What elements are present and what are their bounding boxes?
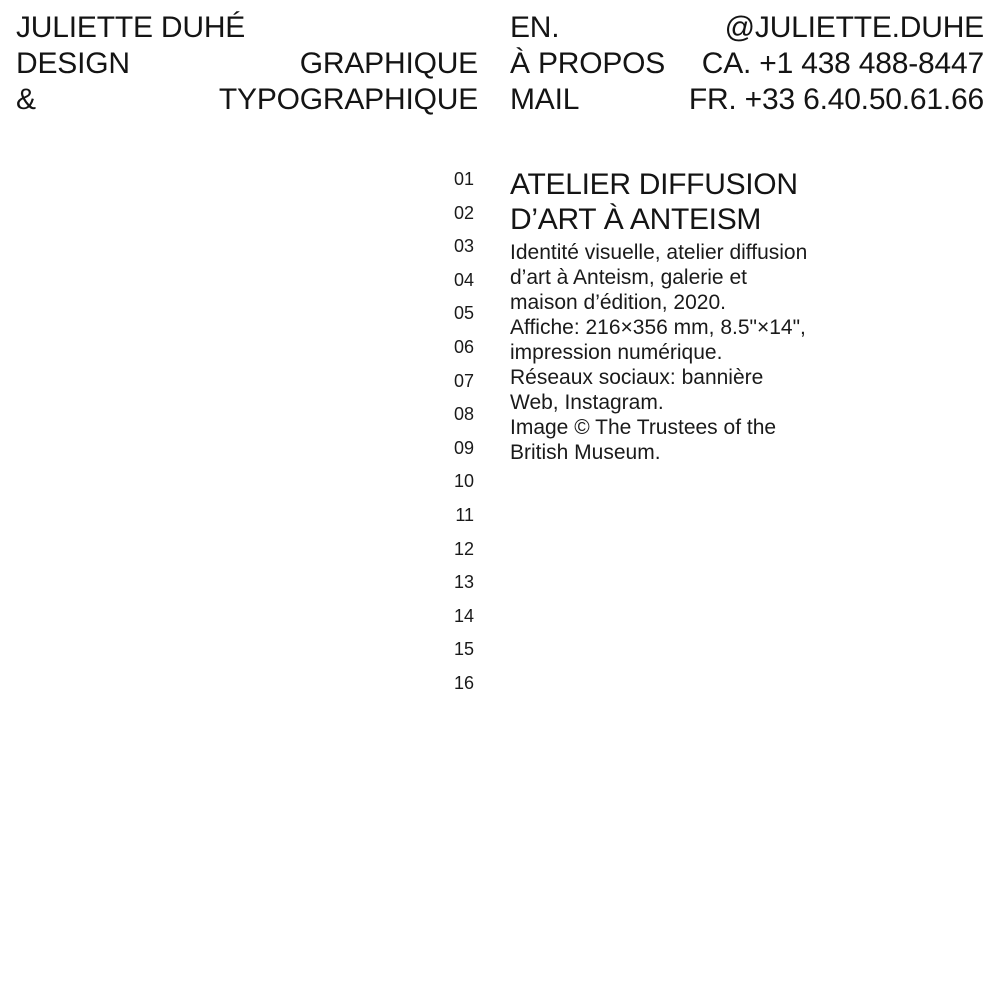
contact-info [689, 10, 984, 118]
tagline-graphique: GRAPHIQUE [299, 47, 478, 80]
project-index-item[interactable]: 11 [455, 504, 474, 525]
project-index-item[interactable]: 15 [453, 639, 474, 660]
project-title-line: D’ART À ANTEISM [510, 203, 762, 236]
main-nav [510, 10, 665, 118]
project-index-item[interactable]: 09 [453, 437, 474, 458]
description-line: maison d’édition, 2020. [510, 291, 726, 314]
description-line: d’art à Anteism, galerie et [510, 266, 747, 289]
project-index-item[interactable]: 07 [453, 370, 474, 391]
project-title-line: ATELIER DIFFUSION [510, 168, 798, 201]
description-line: Image © The Trustees of the [510, 416, 777, 439]
project-index-item[interactable]: 13 [453, 572, 474, 593]
project-index-item[interactable]: 14 [453, 605, 474, 626]
project-index-item[interactable]: 10 [453, 471, 474, 492]
instagram-link[interactable]: @JULIETTE.DUHE [724, 11, 984, 44]
nav-language-link[interactable]: EN. [510, 11, 560, 44]
project-index-item[interactable]: 06 [453, 336, 474, 357]
project-index-item[interactable]: 05 [453, 303, 474, 324]
description-line: British Museum. [510, 441, 661, 464]
project-index-item[interactable]: 16 [453, 672, 474, 693]
tagline-design: DESIGN [16, 47, 130, 80]
project-index-item[interactable]: 12 [453, 538, 474, 559]
description-line: impression numérique. [510, 341, 723, 364]
tagline-ampersand: & [16, 83, 36, 116]
phone-france[interactable]: FR. +33 6.40.50.61.66 [688, 83, 984, 116]
description-line: Identité visuelle, atelier diffusion [510, 241, 808, 264]
site-identity [16, 10, 478, 118]
description-line: Web, Instagram. [510, 391, 664, 414]
project-index-item[interactable]: 08 [453, 404, 474, 425]
project-index-item[interactable]: 02 [453, 202, 474, 223]
project-index-item[interactable]: 01 [453, 169, 474, 189]
phone-canada[interactable]: CA. +1 438 488-8447 [701, 47, 984, 80]
identity-line-1 [16, 10, 478, 46]
project-description [510, 240, 870, 465]
tagline-typographique: TYPOGRAPHIQUE [218, 83, 478, 116]
description-line: Réseaux sociaux: bannière [510, 366, 764, 389]
identity-line-3 [16, 82, 478, 118]
project-title [510, 167, 870, 237]
project-details [510, 167, 870, 465]
nav-about-link[interactable]: À PROPOS [510, 47, 666, 80]
designer-name[interactable]: JULIETTE DUHÉ [16, 11, 246, 44]
nav-mail-link[interactable]: MAIL [510, 83, 580, 116]
description-line: Affiche: 216×356 mm, 8.5"×14", [510, 316, 806, 339]
project-index [440, 168, 474, 706]
project-index-item[interactable]: 03 [453, 236, 474, 257]
identity-line-2 [16, 46, 478, 82]
project-index-item[interactable]: 04 [453, 269, 474, 290]
